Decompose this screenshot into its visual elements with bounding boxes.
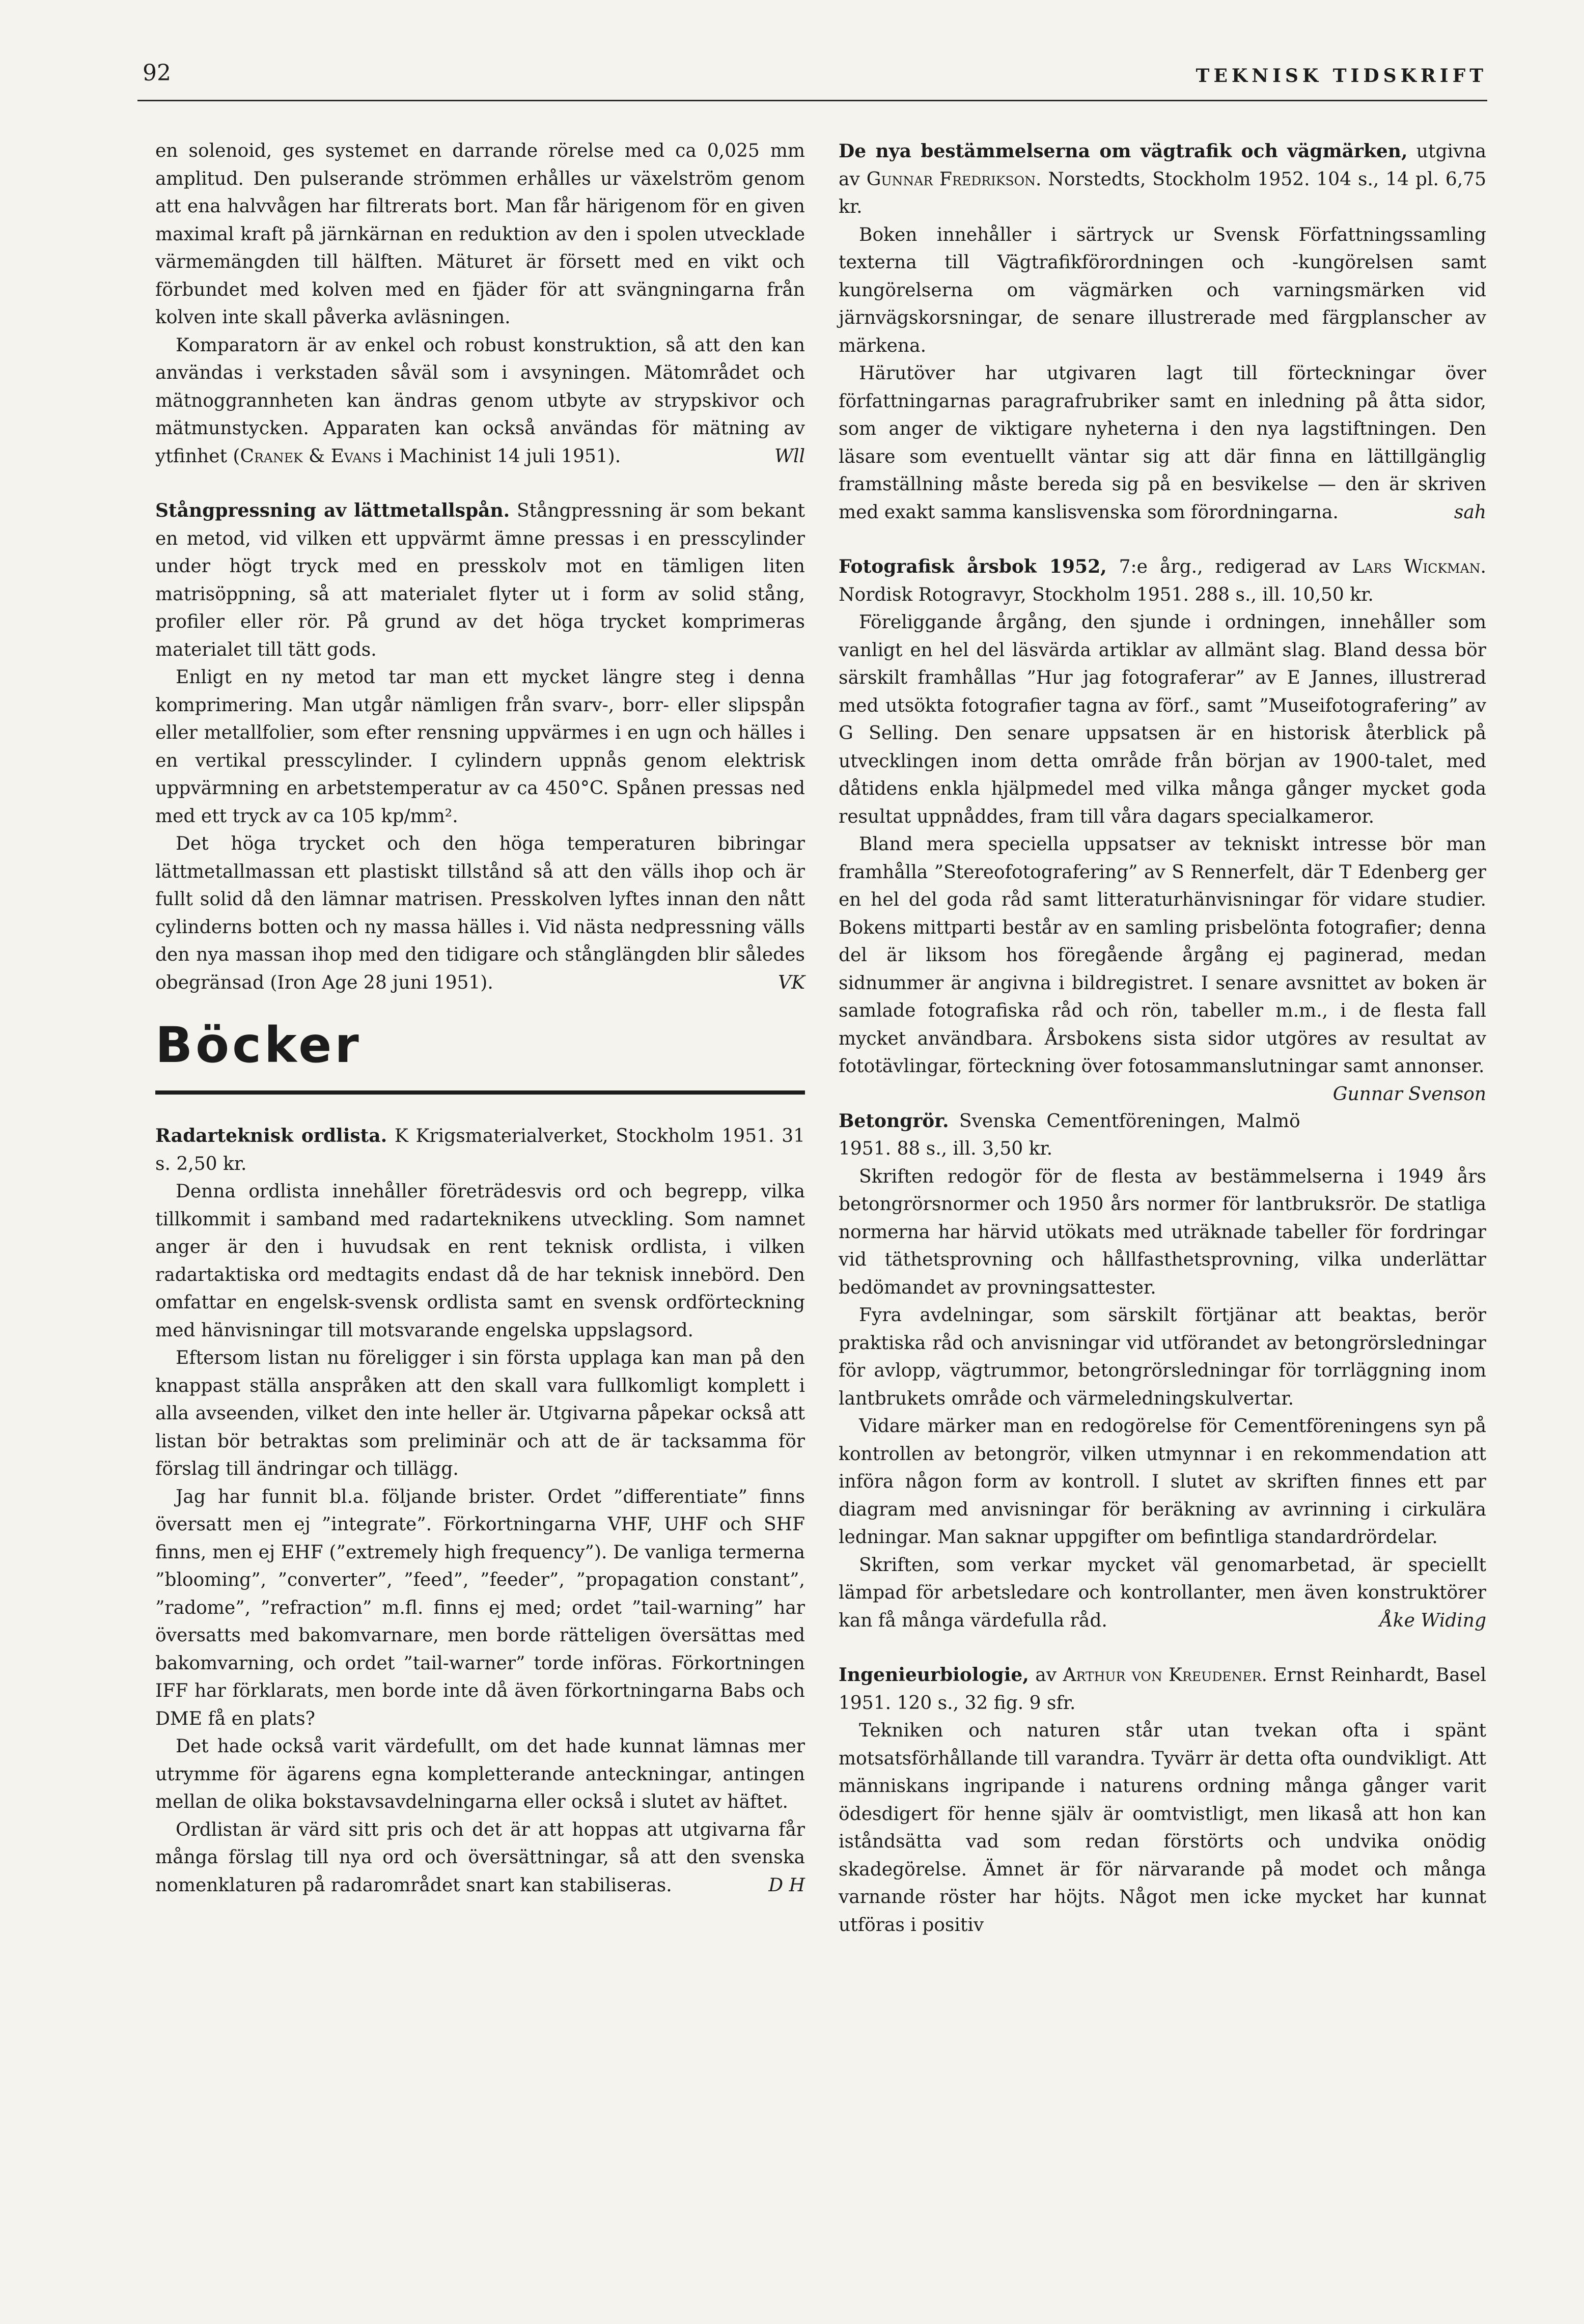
review-author: Gunnar Fredrikson <box>866 169 1036 190</box>
review-publication: av <box>1029 1665 1063 1686</box>
review-paragraph <box>155 1816 805 1900</box>
review-author: Arthur von Kreudener <box>1063 1665 1262 1686</box>
article-paragraph: Enligt en ny metod tar man ett mycket längre steg i denna komprimering. Man utgår nämligen från svarv-, borr- eller slipspån eller metallfolier, som efter rensning uppvärmes i en ugn och hälles i en vertikal presscylinder. I cylindern uppnås genom elektrisk uppvärmning en arbetstemperatur av ca 450°C. Spånen pressas ned med ett tryck av ca 105 kp/mm². <box>155 667 805 827</box>
spacer <box>839 1635 1486 1661</box>
review-title: Fotografisk årsbok 1952, <box>839 556 1107 577</box>
review-author: Lars Wickman <box>1352 556 1481 577</box>
signature: Wll <box>774 445 805 467</box>
section-rule <box>155 1090 805 1095</box>
article-heading: Stångpressning av lättmetallspån. <box>155 500 510 521</box>
review-header <box>839 137 1486 221</box>
review-paragraph: Det hade också varit värdefullt, om det hade kunnat lämnas mer utrymme för ägarens egna kompletterande anteckningar, antingen mellan de olika bokstavsavdelningarna eller också i slutet av häftet. <box>155 1736 805 1812</box>
review-header <box>155 1122 805 1178</box>
review-paragraph: Skriften redogör för de flesta av bestämmelserna i 1949 års betongrörsnormer och 1950 års normer för lantbruksrör. De statliga normerna har härvid utökats med uträknade tabeller för fordringar vid täthetsprovning och hållfasthetsprovning, vilka underlättar bedömandet av provningsattester. <box>839 1166 1486 1298</box>
review-paragraph <box>839 1552 1486 1635</box>
article-paragraph: en solenoid, ges systemet en darrande rörelse med ca 0,025 mm amplitud. Den pulserande strömmen erhålles ur växelström genom att ena halvvågen har filtrerats bort. Man får härigenom för en given maximal kraft på järnkärnan en reduktion av den i spolen utvecklade värmemängden till hälften. Mäturet är försett med en vikt och förbundet med kolven med en fjäder för att svängningarna från kolven inte skall påverka avläsningen. <box>155 141 805 328</box>
article-text: Stångpressning är som bekant en metod, vid vilken ett uppvärmt ämne pressas i en presscylinder under högt tryck med en presskolv mot en tämligen liten matrisöppning, så att materialet flyter ut i form av solid stång, profiler eller rör. På grund av det höga trycket komprimeras materialet till tätt gods. <box>155 500 805 660</box>
review-publication: utgivna av <box>839 141 1486 190</box>
review-paragraph: Tekniken och naturen står utan tvekan ofta i spänt motsatsförhållande till varandra. Tyvärr är detta ofta oundvikligt. Att människans ingripande i naturens ordning många gånger varit ödesdigert för henne själv är oomtvistligt, men likaså att hon kan iståndsätta vad som redan förstörts och undvika onödig skadegörelse. Ämnet är för närvarande på modet och många varnande röster har höjts. Något men icke mycket har kunnat utföras i positiv <box>839 1720 1486 1936</box>
review-publication: . Norstedts, Stockholm 1952. 104 s., 14 pl. 6,75 kr. <box>839 169 1486 217</box>
article-text: i Machinist 14 juli 1951). <box>381 445 621 467</box>
review-paragraph: Föreliggande årgång, den sjunde i ordningen, innehåller som vanligt en hel del läsvärda artiklar av allmänt slag. Bland dessa bör särskilt framhållas ”Hur jag fotograferar” av E Jannes, illustrerad med utsökta fotografier tagna av förf., samt ”Museifotografering” av G Selling. Den senare uppsatsen är en historisk återblick på utvecklingen inom detta område från början av 1900-talet, med dåtidens enkla hjälpmedel med vilka många gånger mycket goda resultat uppnåddes, fram till våra dagars specialkameror. <box>839 612 1486 827</box>
review-publication: K Krigsmaterialverket, Stockholm 1951. 31 s. 2,50 kr. <box>155 1126 805 1174</box>
review-publication: . Ernst Reinhardt, Basel 1951. 120 s., 32 fig. 9 sfr. <box>839 1665 1486 1714</box>
reference-authors: Cranek & Evans <box>240 445 382 467</box>
review-title: Ingenieurbiologie, <box>839 1664 1029 1686</box>
article-paragraph <box>155 497 805 664</box>
header-rule <box>137 100 1487 101</box>
signature: VK <box>778 972 805 993</box>
review-title: De nya bestämmelserna om vägtrafik och vägmärken, <box>839 141 1408 162</box>
review-text: Bland mera speciella uppsatser av tekniskt intresse bör man framhålla ”Stereofotografering” av S Rennerfelt, där T Edenberg ger en hel del goda råd samt litteraturhänvisningar för vidare studier. Bokens mittparti består av en samling prisbelönta fotografier; denna del är liksom hos föregående årgång ej paginerad, medan sidnummer är angivna i bildregistret. I senare avsnittet av boken är samlade fotografiska råd och rön, tabeller m.m., i de flesta fall mycket användbara. Årsbokens sista sidor utgöres av resultat av fototävlingar, förteckning över fotosammanslutningar samt annonser. <box>839 834 1486 1077</box>
article-text: Det höga trycket och den höga temperaturen bibringar lättmetallmassan ett plastiskt tillstånd så att den välls ihop och är fullt solid då den lämnar matrisen. Presskolven lyftes innan den nått cylinderns botten och ny massa hälles i. Vid nästa nedpressning välls den nya massan ihop med den tidigare och stånglängden blir således obegränsad (Iron Age 28 juni 1951). <box>155 833 805 993</box>
review-paragraph <box>839 831 1486 1105</box>
review-header <box>839 1107 1486 1163</box>
journal-title: TEKNISK TIDSKRIFT <box>1196 65 1487 87</box>
page-number: 92 <box>143 60 171 86</box>
signature: sah <box>1454 501 1486 523</box>
review-header <box>839 553 1486 609</box>
article-paragraph <box>155 830 805 997</box>
review-text: Ordlistan är värd sitt pris och det är att hoppas att utgivarna får många förslag till nya ord och översättningar, så att den svenska nomenklaturen på radarområdet snart kan stabiliseras. <box>155 1819 805 1896</box>
review-paragraph: Fyra avdelningar, som särskilt förtjänar att beaktas, berör praktiska råd och anvisningar vid utförandet av betongrörsledningar för avlopp, vägtrummor, betongrörsledningar för torrläggning inom lantbrukets område och värmeledningskulvertar. <box>839 1305 1486 1409</box>
signature: Åke Widing <box>1379 1610 1486 1631</box>
spacer <box>155 470 805 497</box>
review-paragraph <box>839 360 1486 526</box>
review-title: Radarteknisk ordlista. <box>155 1125 387 1146</box>
review-paragraph: Boken innehåller i särtryck ur Svensk Författningssamling texterna till Vägtrafikförordningen och -kungörelsen samt kungörelserna om vägmärken och varningsmärken vid järnvägskorsningar, de senare illustrerade med färgplanscher av märkena. <box>839 224 1486 356</box>
section-title: Böcker <box>155 1017 362 1074</box>
review-paragraph: Denna ordlista innehåller företrädesvis ord och begrepp, vilka tillkommit i samband med radarteknikens utveckling. Som namnet anger är den i huvudsak en rent teknisk ordlista, i vilken radartaktiska ord medtagits endast då de har teknisk innebörd. Den omfattar en engelsk-svensk ordlista samt en svensk ordförteckning med hänvisningar till motsvarande engelska uppslagsord. <box>155 1181 805 1341</box>
review-text: Skriften, som verkar mycket väl genomarbetad, är speciellt lämpad för arbetsledare och kontrollanter, men även konstruktörer kan få många värdefulla råd. <box>839 1554 1486 1631</box>
article-text: Komparatorn är av enkel och robust konstruktion, så att den kan användas i verkstaden såväl som i avsyningen. Mätområdet och mätnoggrannheten kan ändras genom utbyte av strypskivor och mätmunstycken. Apparaten kan också användas för mätning av ytfinhet ( <box>155 334 805 467</box>
review-title: Betongrör. <box>839 1110 949 1132</box>
article-paragraph <box>155 332 805 471</box>
review-paragraph: Jag har funnit bl.a. följande brister. Ordet ”differentiate” finns översatt men ej ”integrate”. Förkortningarna VHF, UHF och SHF finns, men ej EHF (”extremely high frequency”). De vanliga termerna ”blooming”, ”converter”, ”feed”, ”feeder”, ”propagation constant”, ”radome”, ”refraction” m.fl. finns ej med; ordet ”tail-warning” har översatts med bakomvarnare, men borde rätteligen översättas med bakomvarning, och ordet ”tail-warner” torde införas. Förkortningen IFF har förklarats, men borde inte då även förkortningarna Babs och DME få en plats? <box>155 1486 805 1729</box>
signature: Gunnar Svenson <box>1332 1083 1486 1105</box>
left-column <box>155 137 805 1899</box>
review-paragraph: Eftersom listan nu föreligger i sin första upplaga kan man på den knappast ställa anspråken att den skall vara fullkomligt komplett i alla avseenden, vilket den inte heller är. Utgivarna påpekar också att listan bör betraktas som preliminär och att de är tacksamma för förslag till ändringar och tillägg. <box>155 1348 805 1479</box>
review-paragraph: Vidare märker man en redogörelse för Cementföreningens syn på kontrollen av betongrör, vilken utmynnar i en rekommendation att införa någon form av kontroll. I slutet av skriften finnes ett par diagram med anvisningar för beräkning av avrinning i cirkulära ledningar. Man saknar uppgifter om befintliga standardrördelar. <box>839 1416 1486 1548</box>
review-header <box>839 1661 1486 1717</box>
review-publication: Svenska Cementföreningen, Malmö 1951. 88 s., ill. 3,50 kr. <box>839 1110 1300 1159</box>
signature: D H <box>768 1874 805 1896</box>
page-header <box>137 60 1487 100</box>
review-publication: 7:e årg., redigerad av <box>1106 556 1352 577</box>
review-text: Härutöver har utgivaren lagt till förteckningar över författningarnas paragrafrubriker samt en inledning på åtta sidor, som anger de viktigare nyheterna i den nya lagstiftningen. Den läsare som eventuellt väntar sig att där finna en lättillgänglig framställning måste bereda sig på en besvikelse — den är skriven med exakt samma kanslisvenska som förordningarna. <box>839 363 1486 523</box>
right-column <box>839 137 1486 1939</box>
spacer <box>839 526 1486 553</box>
review-publication: . Nordisk Rotogravyr, Stockholm 1951. 288 s., ill. 10,50 kr. <box>839 556 1486 605</box>
